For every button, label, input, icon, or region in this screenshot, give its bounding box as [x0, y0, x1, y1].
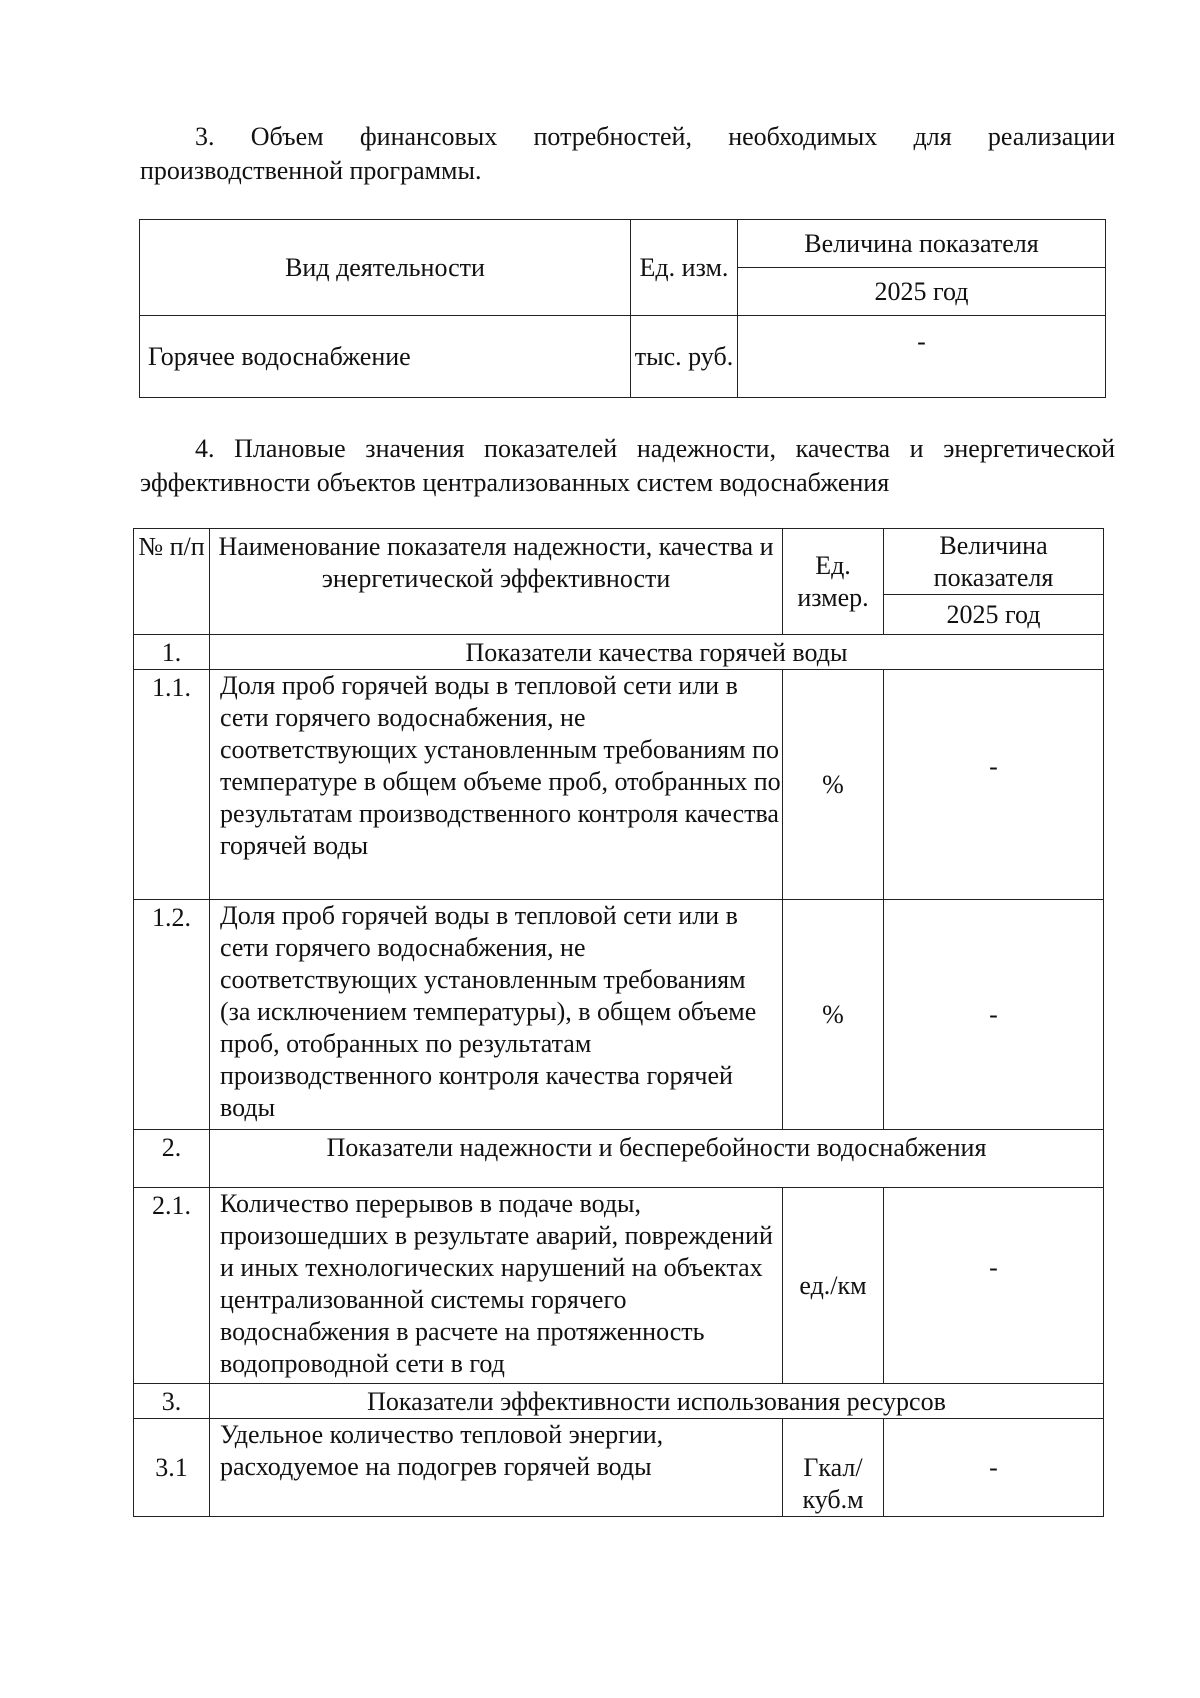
header-name: Наименование показателя надежности, качества и энергетической эффективности — [210, 529, 783, 635]
header-unit: Ед. изм. — [631, 220, 738, 316]
header-year: 2025 год — [884, 595, 1104, 635]
activity-cell: Горячее водоснабжение — [140, 316, 631, 398]
group-title: Показатели надежности и бесперебойности водоснабжения — [210, 1130, 1104, 1188]
header-unit: Ед. измер. — [783, 529, 884, 635]
item-value: - — [884, 900, 1104, 1130]
group-title: Показатели эффективности использования ресурсов — [210, 1384, 1104, 1419]
header-value: Величина показателя — [884, 529, 1104, 595]
section-3-heading: 3. Объем финансовых потребностей, необходимых для реализации производственной программы. — [140, 122, 1115, 185]
item-unit: ед./км — [783, 1188, 884, 1384]
group-title: Показатели качества горячей воды — [210, 635, 1104, 670]
item-name: Доля проб горячей воды в тепловой сети или в сети горячего водоснабжения, не соответствующих установленным требованиям (за исключением температуры), в общем объеме проб, отобранных по результатам производственного контроля качества горячей воды — [210, 900, 783, 1130]
item-value: - — [884, 670, 1104, 900]
item-unit: % — [783, 670, 884, 900]
financial-needs-table — [139, 219, 1106, 398]
item-value: - — [884, 1188, 1104, 1384]
item-unit: Гкал/куб.м — [783, 1419, 884, 1517]
header-num: № п/п — [134, 529, 210, 635]
value-cell: - — [738, 316, 1106, 398]
item-name: Доля проб горячей воды в тепловой сети или в сети горячего водоснабжения, не соответствующих установленным требованиям по температуре в общем объеме проб, отобранных по результатам производственного контроля качества горячей воды — [210, 670, 783, 900]
item-value: - — [884, 1419, 1104, 1517]
header-activity: Вид деятельности — [140, 220, 631, 316]
unit-cell: тыс. руб. — [631, 316, 738, 398]
item-num: 3.1 — [134, 1419, 210, 1517]
indicators-table — [133, 528, 1104, 1517]
header-value: Величина показателя — [738, 220, 1106, 268]
header-year: 2025 год — [738, 268, 1106, 316]
item-unit: % — [783, 900, 884, 1130]
group-num: 1. — [134, 635, 210, 670]
item-num: 1.1. — [134, 670, 210, 900]
group-num: 3. — [134, 1384, 210, 1419]
item-name: Удельное количество тепловой энергии, расходуемое на подогрев горячей воды — [210, 1419, 783, 1517]
item-name: Количество перерывов в подаче воды, произошедших в результате аварий, повреждений и иных технологических нарушений на объектах централизованной системы горячего водоснабжения в расчете на протяженность водопроводной сети в год — [210, 1188, 783, 1384]
item-num: 1.2. — [134, 900, 210, 1130]
section-4-heading: 4. Плановые значения показателей надежности, качества и энергетической эффективности объектов централизованных систем водоснабжения — [140, 434, 1115, 497]
item-num: 2.1. — [134, 1188, 210, 1384]
group-num: 2. — [134, 1130, 210, 1188]
